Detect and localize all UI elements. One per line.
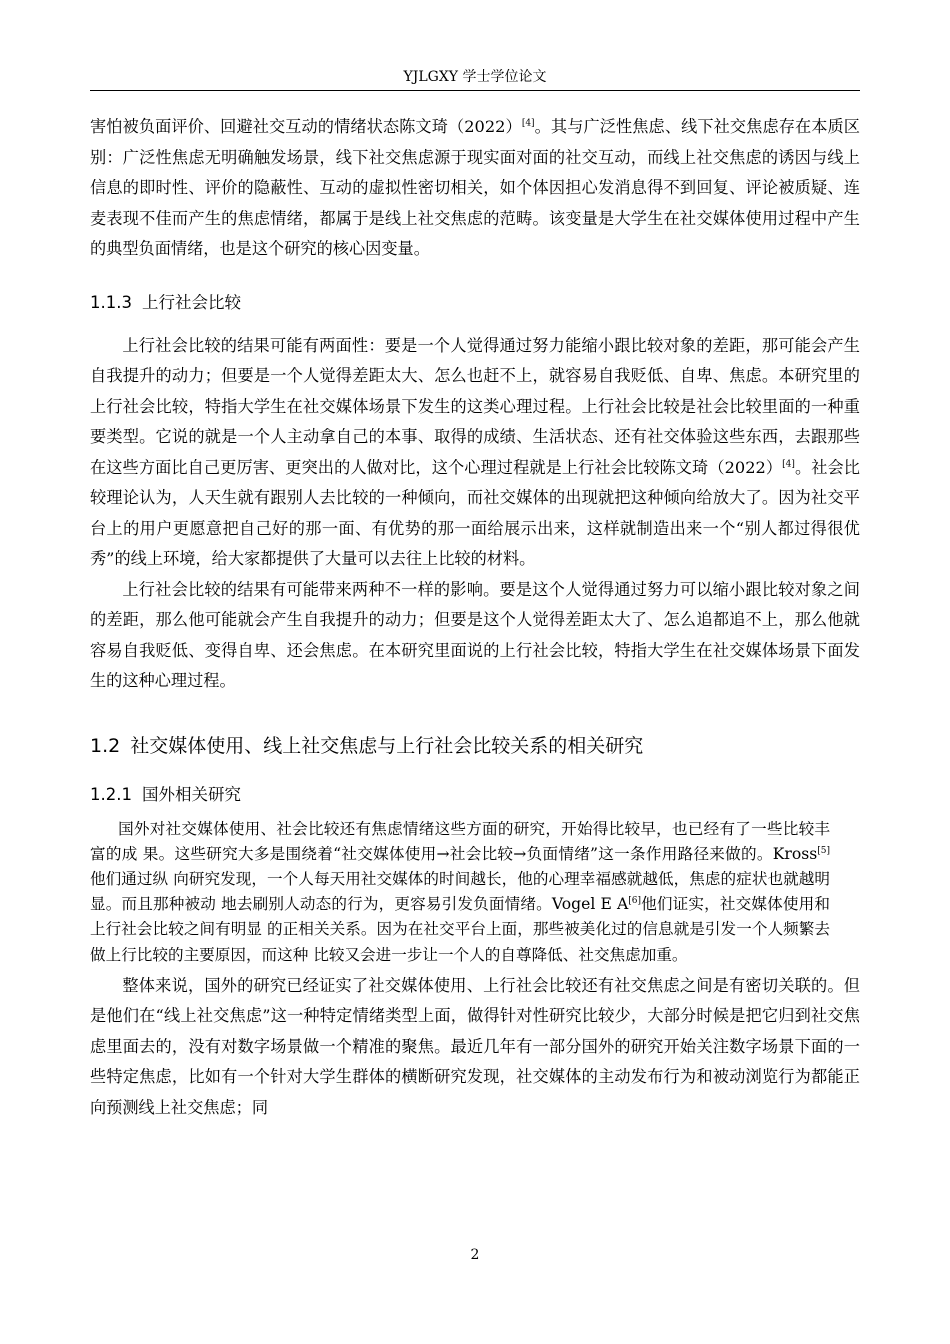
citation-ref: [4]: [521, 118, 535, 129]
citation-ref: [6]: [628, 895, 641, 906]
citation-ref: [5]: [817, 845, 830, 856]
page-number: 2: [470, 1247, 480, 1263]
section-heading-1-2-1: 1.2.1 国外相关研究: [90, 784, 241, 804]
page-content: [90, 112, 860, 1123]
section-heading-1-1-3: 1.1.3 上行社会比较: [90, 292, 241, 312]
section-heading-1-2: 1.2 社交媒体使用、线上社交焦虑与上行社会比较关系的相关研究: [90, 734, 644, 757]
header-title: YJLGXY 学士学位论文: [403, 69, 547, 85]
paragraph: 整体来说，国外的研究已经证实了社交媒体使用、上行社会比较还有社交焦虑之间是有密切关联的。但是他们在“线上社交焦虑”这一种特定情绪类型上面，做得针对性研究比较少，大部分时候是把它归到社交焦虑里面去的，没有对数字场景做一个精准的聚焦。最近几年有一部分国外的研究开始关注数字场景下面的一些特定焦虑，比如有一个针对大学生群体的横断研究发现，社交媒体的主动发布行为和被动浏览行为都能正向预测线上社交焦虑；同: [90, 975, 860, 1117]
paragraph: 国外对社交媒体使用、社会比较还有焦虑情绪这些方面的研究，开始得比较早，也已经有了一些比较丰富的成 果。这些研究大多是围绕着“社交媒体使用→社会比较→负面情绪”这一条作用路径来做的。Kross[5]他们通过纵 向研究发现，一个人每天用社交媒体的时间越长，他的心理幸福感就越低，焦虑的症状也就越明显。而且那种被动 地去刷别人动态的行为，更容易引发负面情绪。Vogel E A[6]他们证实，社交媒体使用和上行社会比较之间有明显 的正相关关系。因为在社交平台上面，那些被美化过的信息就是引发一个人频繁去做上行比较的主要原因，而这种 比较又会进一步让一个人的自尊降低、社交焦虑加重。: [90, 819, 830, 964]
paragraph: 上行社会比较的结果可能有两面性：要是一个人觉得通过努力能缩小跟比较对象的差距，那可能会产生自我提升的动力；但要是一个人觉得差距太大、怎么也赶不上，就容易自我贬低、自卑、焦虑。本研究里的上行社会比较，特指大学生在社交媒体场景下发生的这类心理过程。上行社会比较是社会比较里面的一种重要类型。它说的就是一个人主动拿自己的本事、取得的成绩、生活状态、还有社交体验这些东西，去跟那些在这些方面比自己更厉害、更突出的人做对比，这个心理过程就是上行社会比较陈文琦（2022）[4]。社会比较理论认为，人天生就有跟别人去比较的一种倾向，而社交媒体的出现就把这种倾向给放大了。因为社交平台上的用户更愿意把自己好的那一面、有优势的那一面给展示出来，这样就制造出来一个“别人都过得很优秀”的线上环境，给大家都提供了大量可以去往上比较的材料。: [90, 335, 860, 568]
paragraph-continued: 害怕被负面评价、回避社交互动的情绪状态陈文琦（2022）[4]。其与广泛性焦虑、线下社交焦虑存在本质区别：广泛性焦虑无明确触发场景，线下社交焦虑源于现实面对面的社交互动，而线上社交焦虑的诱因与线上信息的即时性、评价的隐蔽性、互动的虚拟性密切相关，如个体因担心发消息得不到回复、评论被质疑、连麦表现不佳而产生的焦虑情绪，都属于是线上社交焦虑的范畴。该变量是大学生在社交媒体使用过程中产生的典型负面情绪，也是这个研究的核心因变量。: [90, 117, 860, 258]
page-footer: [0, 1247, 950, 1263]
running-header: [90, 64, 860, 91]
citation-ref: [4]: [782, 459, 795, 470]
paragraph: 上行社会比较的结果有可能带来两种不一样的影响。要是这个人觉得通过努力可以缩小跟比较对象之间的差距，那么他可能就会产生自我提升的动力；但要是这个人觉得差距太大了、怎么追都追不上，那么他就容易自我贬低、变得自卑、还会焦虑。在本研究里面说的上行社会比较，特指大学生在社交媒体场景下面发生的这种心理过程。: [90, 579, 860, 690]
